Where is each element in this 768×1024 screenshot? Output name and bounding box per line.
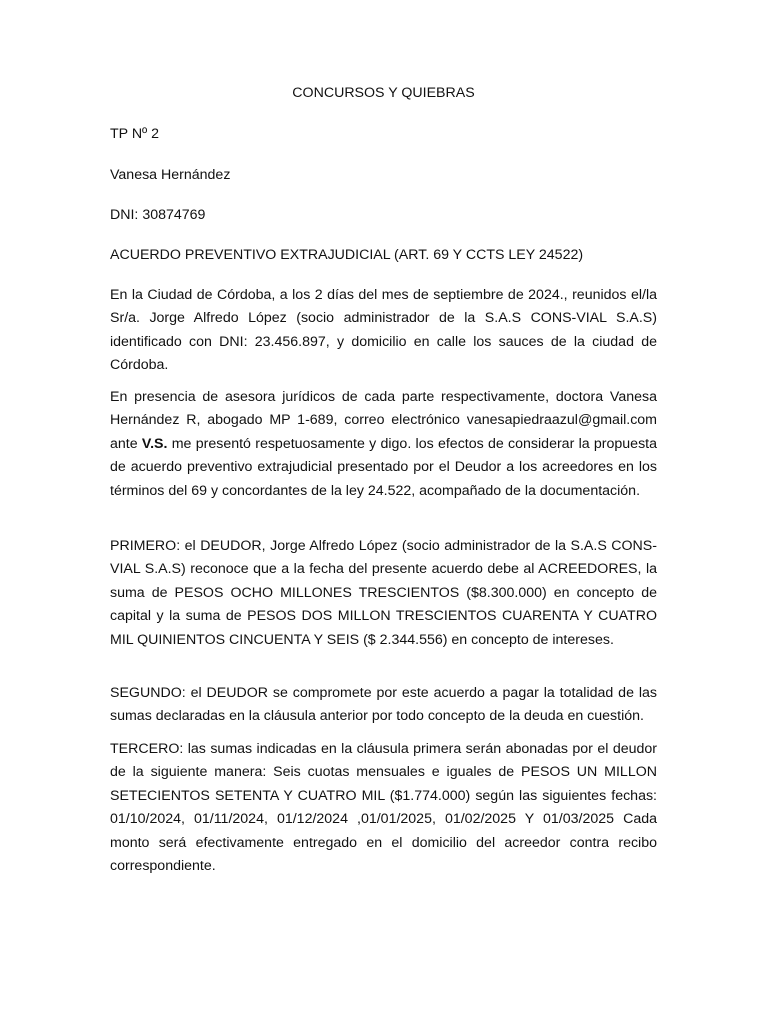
paragraph-primero: PRIMERO: el DEUDOR, Jorge Alfredo López (socio administrador de la S.A.S CONS-VIAL S.A.S) reconoce que a la fecha del presente acuerdo debe al ACREEDORES, la suma de PESOS OCHO MILLONES TRESCIENTOS ($8.300.000) en concepto de capital y la suma de PESOS DOS MILLON TRESCIENTOS CUARENTA Y CUATRO MIL QUINIENTOS CINCUENTA Y SEIS ($ 2.344.556) en concepto de intereses. — [110, 538, 657, 648]
document-title: CONCURSOS Y QUIEBRAS — [292, 85, 475, 101]
author-dni: DNI: 30874769 — [110, 207, 206, 223]
agreement-heading: ACUERDO PREVENTIVO EXTRAJUDICIAL (ART. 69 Y CCTS LEY 24522) — [110, 247, 584, 263]
paragraph-tercero: TERCERO: las sumas indicadas en la cláusula primera serán abonadas por el deudor de la siguiente manera: Seis cuotas mensuales e iguales de PESOS UN MILLON SETECIENTOS SETENTA Y CUATRO MIL ($1.774.000) según las siguientes fechas: 01/10/2024, 01/11/2024, 01/12/2024 ,01/01/2025, 01/02/2025 Y 01/03/2025 Cada monto será efectivamente entregado en el domicilio del acreedor contra recibo correspondiente. — [110, 741, 657, 875]
presence-text-bold: V.S. — [141, 435, 168, 452]
paragraph-intro: En la Ciudad de Córdoba, a los 2 días del mes de septiembre de 2024., reunidos el/la Sr/a. Jorge Alfredo López (socio administrador de la S.A.S CONS-VIAL S.A.S) identificado con DNI: 23.456.897, y domicilio en calle los sauces de la ciudad de Córdoba. — [110, 287, 657, 374]
tp-number: TP Nº 2 — [110, 126, 160, 142]
paragraph-segundo: SEGUNDO: el DEUDOR se compromete por este acuerdo a pagar la totalidad de las sumas declaradas en la cláusula anterior por todo concepto de la deuda en cuestión. — [110, 685, 657, 725]
presence-text-after: me presentó respetuosamente y digo. los efectos de considerar la propuesta de acuerdo preventivo extrajudicial presentado por el Deudor a los acreedores en los términos del 69 y concordantes de la ley 24.522, acompañado de la documentación. — [110, 435, 658, 499]
paragraph-presence — [110, 386, 657, 503]
presence-text-before: En presencia de asesora jurídicos de cada parte respectivamente, doctora Vanesa Hernández R, abogado MP 1-689, correo electrónico vanesapiedraazul@gmail.com ante — [110, 389, 657, 452]
author-name: Vanesa Hernández — [110, 167, 231, 183]
